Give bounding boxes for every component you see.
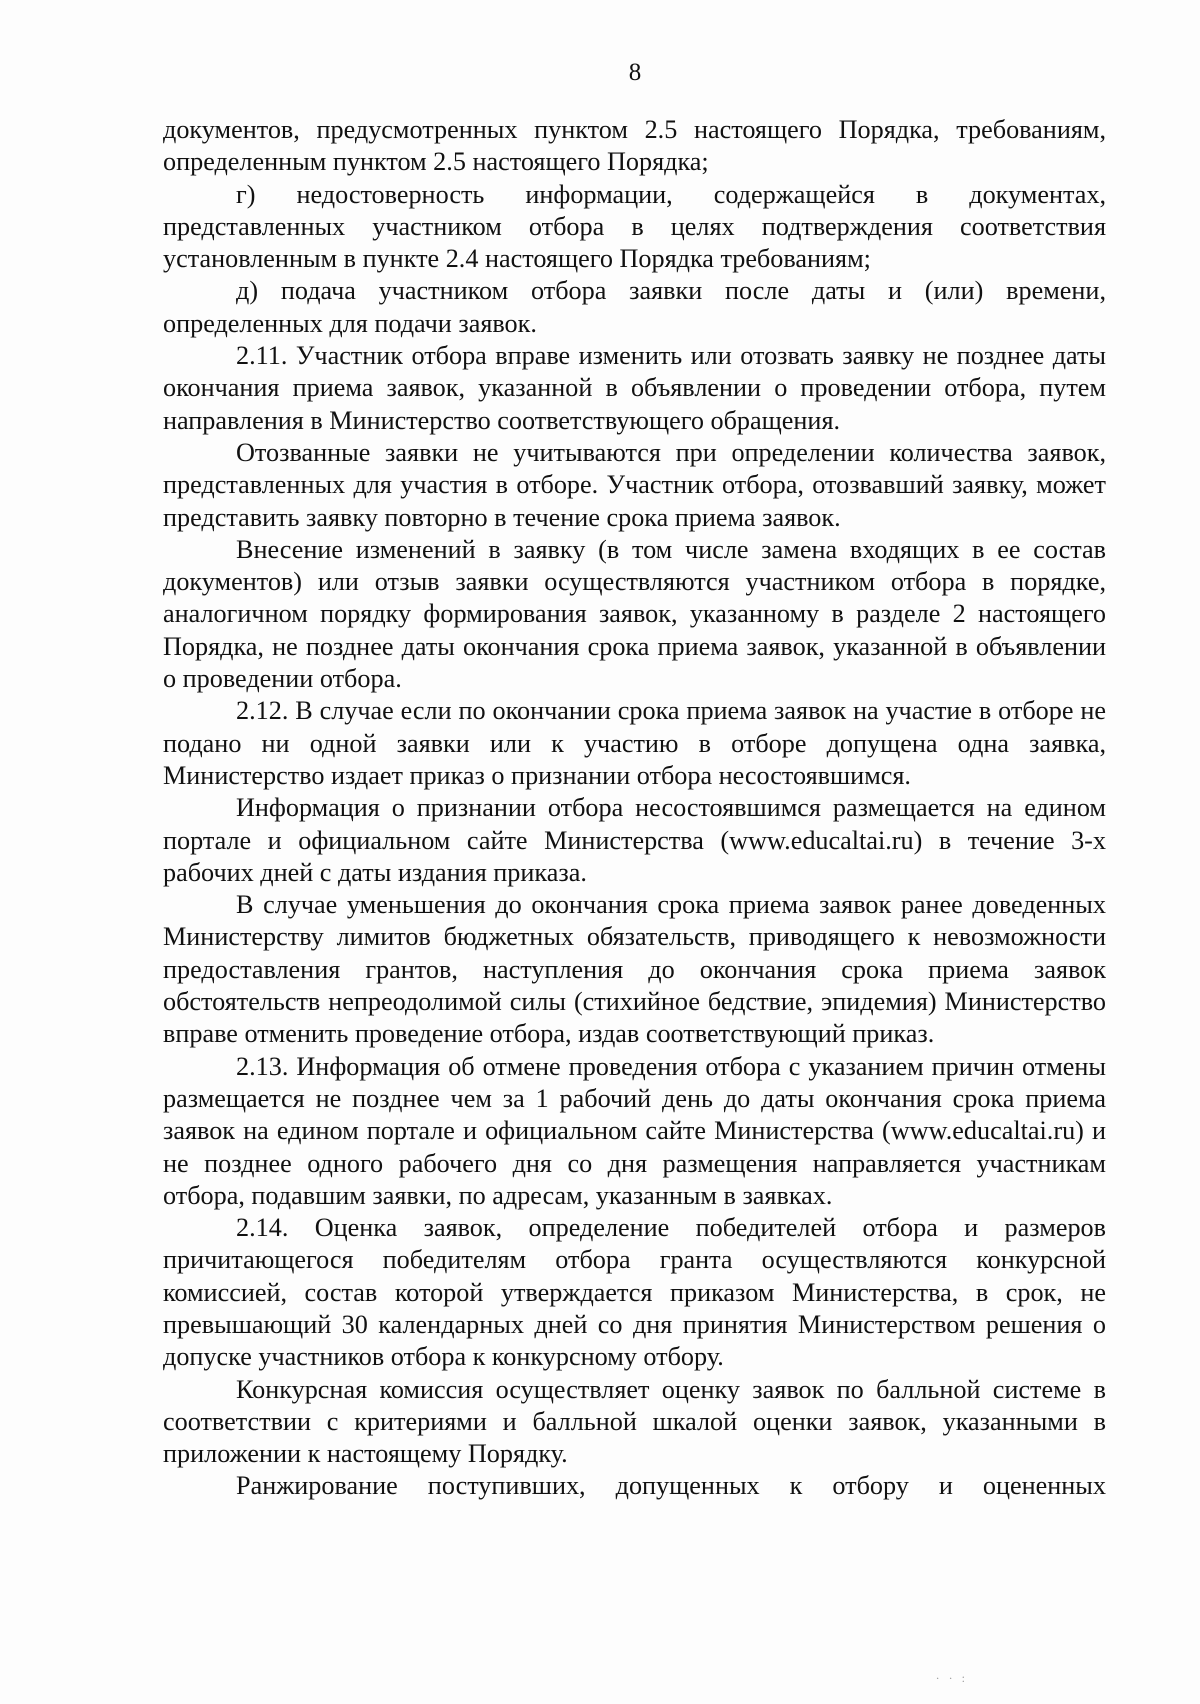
paragraph-continuation: документов, предусмотренных пунктом 2.5 настоящего Порядка, требованиям, определенным пунктом 2.5 настоящего Порядка;	[163, 115, 1106, 177]
document-body	[163, 114, 1106, 1503]
paragraph-2-14: 2.14. Оценка заявок, определение победителей отбора и размеров причитающегося победителям отбора гранта осуществляются конкурсной комиссией, состав которой утверждается приказом Министерства, в срок, не превышающий 30 календарных дней со дня принятия Министерством решения о допуске участников отбора к конкурсному отбору.	[163, 1213, 1106, 1372]
paragraph-2-11: 2.11. Участник отбора вправе изменить или отозвать заявку не позднее даты окончания приема заявок, указанной в объявлении о проведении отбора, путем направления в Министерство соответствующего обращения.	[163, 341, 1106, 435]
paragraph-commission-scoring: Конкурсная комиссия осуществляет оценку заявок по балльной системе в соответствии с критериями и балльной шкалой оценки заявок, указанными в приложении к настоящему Порядку.	[163, 1374, 1106, 1469]
paragraph-item-g: г) недостоверность информации, содержащейся в документах, представленных участником отбора в целях подтверждения соответствия установленным в пункте 2.4 настоящего Порядка требованиям;	[163, 179, 1106, 274]
paragraph-failed-selection-info: Информация о признании отбора несостоявшимся размещается на едином портале и официальном сайте Министерства (www.educaltai.ru) в течение 3-х рабочих дней с даты издания приказа.	[163, 793, 1106, 887]
paragraph-2-12: 2.12. В случае если по окончании срока приема заявок на участие в отборе не подано ни одной заявки или к участию в отборе допущена одна заявка, Министерство издает приказ о признании отбора несостоявшимся.	[163, 696, 1106, 790]
paragraph-2-13: 2.13. Информация об отмене проведения отбора с указанием причин отмены размещается не позднее чем за 1 рабочий день до даты окончания срока приема заявок на едином портале и официальном сайте Министерства (www.educaltai.ru) и не позднее одного рабочего дня со дня размещения направляется участникам отбора, подавшим заявки, по адресам, указанным в заявках.	[163, 1051, 1106, 1210]
paragraph-cancellation-conditions: В случае уменьшения до окончания срока приема заявок ранее доведенных Министерству лимитов бюджетных обязательств, приводящего к невозможности предоставления грантов, наступления до окончания срока приема заявок обстоятельств непреодолимой силы (стихийное бедствие, эпидемия) Министерство вправе отменить проведение отбора, издав соответствующий приказ.	[163, 890, 1106, 1049]
paragraph-item-d: д) подача участником отбора заявки после даты и (или) времени, определенных для подачи заявок.	[163, 276, 1106, 338]
paragraph-ranking: Ранжирование поступивших, допущенных к отбору и оцененных	[236, 1471, 1106, 1501]
page-number: 8	[628, 59, 642, 86]
paragraph-changes: Внесение изменений в заявку (в том числе замена входящих в ее состав документов) или отзыв заявки осуществляются участником отбора в порядке, аналогичном порядку формирования заявок, указанному в разделе 2 настоящего Порядка, не позднее даты окончания срока приема заявок, указанной в объявлении о проведении отбора.	[163, 534, 1106, 694]
paragraph-withdrawn-applications: Отозванные заявки не учитываются при определении количества заявок, представленных для участия в отборе. Участник отбора, отозвавший заявку, может представить заявку повторно в течение срока приема заявок.	[163, 437, 1106, 532]
scan-speck: · · :	[935, 1671, 968, 1685]
